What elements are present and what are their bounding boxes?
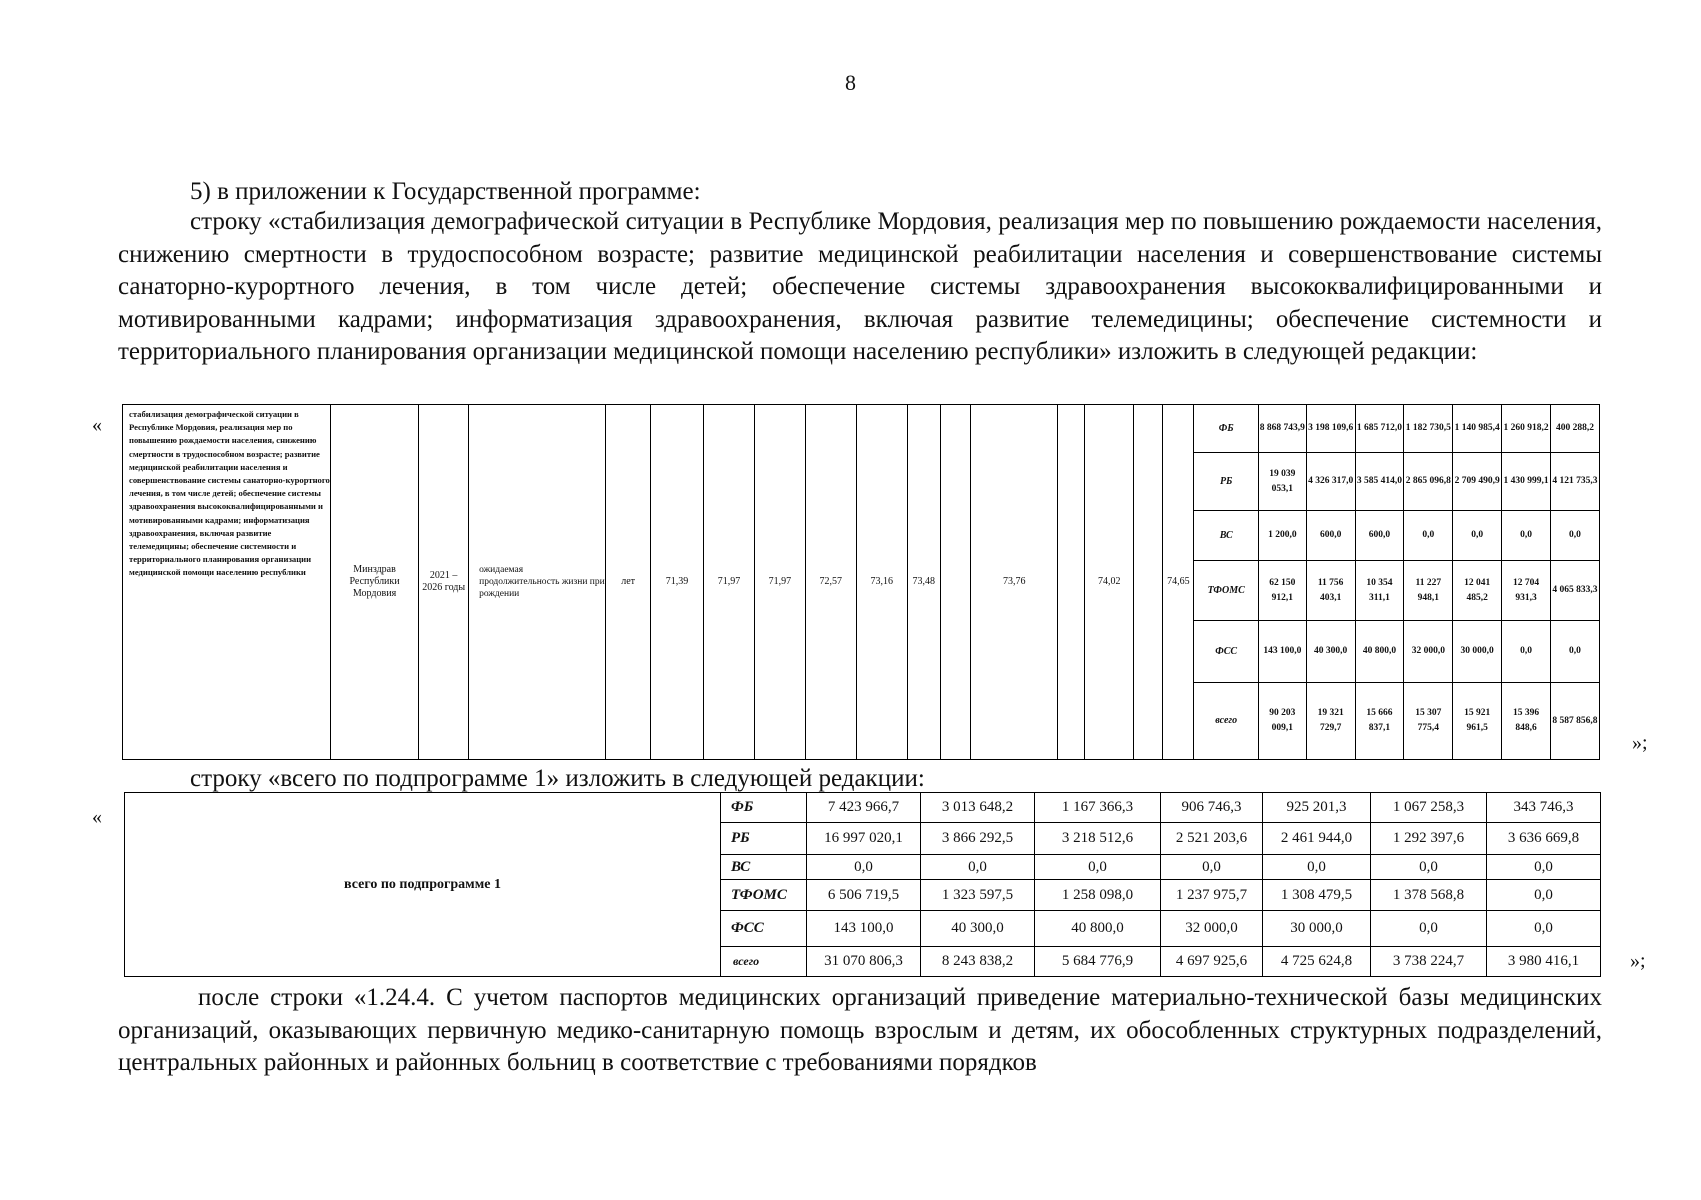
- total-cell: 2 461 944,0: [1263, 823, 1371, 855]
- total-cell: 3 866 292,5: [921, 823, 1035, 855]
- total-cell: 1 292 397,6: [1371, 823, 1487, 855]
- finance-cell: 0,0: [1404, 511, 1453, 561]
- total-cell: 6 506 719,5: [807, 880, 921, 911]
- finance-cell: 8 587 856,8: [1550, 683, 1599, 760]
- total-cell: 0,0: [1371, 911, 1487, 947]
- finance-cell: 1 430 999,1: [1502, 453, 1551, 511]
- value-cell: 73,76: [971, 405, 1058, 760]
- finance-cell: 143 100,0: [1258, 621, 1306, 683]
- finance-cell: 1 182 730,5: [1404, 405, 1453, 453]
- finance-cell: 4 121 735,3: [1550, 453, 1599, 511]
- finance-cell: 0,0: [1453, 511, 1502, 561]
- unit-cell: лет: [606, 405, 651, 760]
- total-cell: 2 521 203,6: [1161, 823, 1263, 855]
- finance-cell: 2 865 096,8: [1404, 453, 1453, 511]
- value-cell: 73,16: [856, 405, 907, 760]
- finance-cell: 4 065 833,3: [1550, 561, 1599, 621]
- source-label: всего: [721, 947, 807, 977]
- value-cell: 71,97: [703, 405, 754, 760]
- total-cell: 16 997 020,1: [807, 823, 921, 855]
- total-cell: 0,0: [1161, 855, 1263, 880]
- finance-cell: 62 150 912,1: [1258, 561, 1306, 621]
- finance-cell: 0,0: [1502, 511, 1551, 561]
- total-cell: 1 323 597,5: [921, 880, 1035, 911]
- blank-cell: [940, 405, 970, 760]
- value-cell: 74,65: [1163, 405, 1194, 760]
- finance-cell: 1 200,0: [1258, 511, 1306, 561]
- value-cell: 72,57: [805, 405, 856, 760]
- paragraph-2: строку «всего по подпрограмме 1» изложить в следующей редакции:: [190, 765, 925, 792]
- total-cell: 143 100,0: [807, 911, 921, 947]
- source-label: ВС: [1194, 511, 1258, 561]
- total-cell: 1 067 258,3: [1371, 793, 1487, 823]
- total-cell: 1 258 098,0: [1035, 880, 1161, 911]
- finance-cell: 1 685 712,0: [1355, 405, 1404, 453]
- source-label: ТФОМС: [1194, 561, 1258, 621]
- finance-cell: 15 396 848,6: [1502, 683, 1551, 760]
- source-label: ВС: [721, 855, 807, 880]
- finance-cell: 15 307 775,4: [1404, 683, 1453, 760]
- finance-cell: 90 203 009,1: [1258, 683, 1306, 760]
- total-cell: 1 167 366,3: [1035, 793, 1161, 823]
- value-cell: 71,97: [754, 405, 805, 760]
- value-cell: 71,39: [650, 405, 703, 760]
- open-quote-2: «: [92, 806, 102, 828]
- total-cell: 3 013 648,2: [921, 793, 1035, 823]
- total-cell: 925 201,3: [1263, 793, 1371, 823]
- finance-cell: 19 039 053,1: [1258, 453, 1306, 511]
- total-label-cell: всего по подпрограмме 1: [125, 793, 721, 977]
- source-label: ФБ: [721, 793, 807, 823]
- total-cell: 0,0: [921, 855, 1035, 880]
- period-cell: 2021 – 2026 годы: [419, 405, 469, 760]
- total-cell: 30 000,0: [1263, 911, 1371, 947]
- total-cell: 1 378 568,8: [1371, 880, 1487, 911]
- source-label: ТФОМС: [721, 880, 807, 911]
- program-row-table: [122, 404, 1600, 760]
- total-cell: 32 000,0: [1161, 911, 1263, 947]
- finance-cell: 11 756 403,1: [1306, 561, 1355, 621]
- finance-cell: 600,0: [1355, 511, 1404, 561]
- total-cell: 7 423 966,7: [807, 793, 921, 823]
- source-label: РБ: [1194, 453, 1258, 511]
- total-cell: 3 980 416,1: [1487, 947, 1601, 977]
- close-quote-1: »;: [1632, 732, 1648, 754]
- total-cell: 3 636 669,8: [1487, 823, 1601, 855]
- paragraph-3: после строки «1.24.4. С учетом паспортов медицинских организаций приведение материально-технической базы медицинских организаций, оказывающих первичную медико-санитарную помощь взрослым и детям, их обособленных структурных подразделений, центральных районных и районных больниц в соответствие с требованиями порядков: [118, 984, 1602, 1076]
- subprogram-total-table: [124, 792, 1601, 977]
- intro-line: 5) в приложении к Государственной программе:: [190, 178, 701, 205]
- source-label: РБ: [721, 823, 807, 855]
- total-cell: 31 070 806,3: [807, 947, 921, 977]
- total-cell: 3 738 224,7: [1371, 947, 1487, 977]
- finance-cell: 40 800,0: [1355, 621, 1404, 683]
- total-cell: 0,0: [1263, 855, 1371, 880]
- finance-cell: 15 921 961,5: [1453, 683, 1502, 760]
- finance-cell: 0,0: [1502, 621, 1551, 683]
- total-cell: 40 800,0: [1035, 911, 1161, 947]
- total-cell: 0,0: [1487, 911, 1601, 947]
- total-cell: 0,0: [1035, 855, 1161, 880]
- finance-cell: 12 704 931,3: [1502, 561, 1551, 621]
- finance-cell: 40 300,0: [1306, 621, 1355, 683]
- blank-cell: [1134, 405, 1163, 760]
- finance-cell: 4 326 317,0: [1306, 453, 1355, 511]
- finance-cell: 2 709 490,9: [1453, 453, 1502, 511]
- source-label: ФСС: [721, 911, 807, 947]
- finance-cell: 3 585 414,0: [1355, 453, 1404, 511]
- total-cell: 40 300,0: [921, 911, 1035, 947]
- indicator-cell: ожидаемая продолжительность жизни при рождении: [469, 405, 606, 760]
- open-quote-1: «: [92, 414, 102, 436]
- finance-cell: 400 288,2: [1550, 405, 1599, 453]
- finance-cell: 30 000,0: [1453, 621, 1502, 683]
- blank-cell: [1058, 405, 1085, 760]
- finance-cell: 10 354 311,1: [1355, 561, 1404, 621]
- finance-cell: 19 321 729,7: [1306, 683, 1355, 760]
- finance-cell: 0,0: [1550, 511, 1599, 561]
- total-cell: 4 697 925,6: [1161, 947, 1263, 977]
- finance-cell: 1 140 985,4: [1453, 405, 1502, 453]
- total-cell: 1 237 975,7: [1161, 880, 1263, 911]
- total-cell: 343 746,3: [1487, 793, 1601, 823]
- total-cell: 4 725 624,8: [1263, 947, 1371, 977]
- finance-cell: 11 227 948,1: [1404, 561, 1453, 621]
- description-cell: стабилизация демографической ситуации в Республике Мордовия, реализация мер по повышению рождаемости населения, снижению смертности в трудоспособном возрасте; развитие медицинской реабилитации населения и совершенствование системы санаторно-курортного лечения, в том числе детей; обеспечение системы здравоохранения высококвалифицированными и мотивированными кадрами; информатизация здравоохранения, включая развитие телемедицины; обеспечение системности и территориального планирования организации медицинской помощи населению республики: [123, 405, 331, 760]
- source-label: ФБ: [1194, 405, 1258, 453]
- finance-cell: 3 198 109,6: [1306, 405, 1355, 453]
- source-label: всего: [1194, 683, 1258, 760]
- value-cell: 74,02: [1085, 405, 1134, 760]
- total-cell: 5 684 776,9: [1035, 947, 1161, 977]
- total-cell: 0,0: [807, 855, 921, 880]
- total-cell: 3 218 512,6: [1035, 823, 1161, 855]
- finance-cell: 0,0: [1550, 621, 1599, 683]
- total-cell: 906 746,3: [1161, 793, 1263, 823]
- value-cell: 73,48: [907, 405, 940, 760]
- close-quote-2: »;: [1630, 950, 1646, 972]
- finance-cell: 8 868 743,9: [1258, 405, 1306, 453]
- source-label: ФСС: [1194, 621, 1258, 683]
- executor-cell: Минздрав Республики Мордовия: [330, 405, 418, 760]
- paragraph-1: строку «стабилизация демографической ситуации в Республике Мордовия, реализация мер по повышению рождаемости населения, снижению смертности в трудоспособном возрасте; развитие медицинской реабилитации населения и совершенствование системы санаторно-курортного лечения, в том числе детей; обеспечение системы здравоохранения высококвалифицированными и мотивированными кадрами; информатизация здравоохранения, включая развитие телемедицины; обеспечение системности и территориального планирования организации медицинской помощи населению республики» изложить в следующей редакции:: [118, 208, 1602, 365]
- total-cell: 0,0: [1371, 855, 1487, 880]
- finance-cell: 600,0: [1306, 511, 1355, 561]
- finance-cell: 1 260 918,2: [1502, 405, 1551, 453]
- finance-cell: 15 666 837,1: [1355, 683, 1404, 760]
- finance-cell: 32 000,0: [1404, 621, 1453, 683]
- total-cell: 8 243 838,2: [921, 947, 1035, 977]
- total-cell: 0,0: [1487, 855, 1601, 880]
- finance-cell: 12 041 485,2: [1453, 561, 1502, 621]
- total-cell: 1 308 479,5: [1263, 880, 1371, 911]
- page-number: 8: [845, 70, 856, 95]
- total-cell: 0,0: [1487, 880, 1601, 911]
